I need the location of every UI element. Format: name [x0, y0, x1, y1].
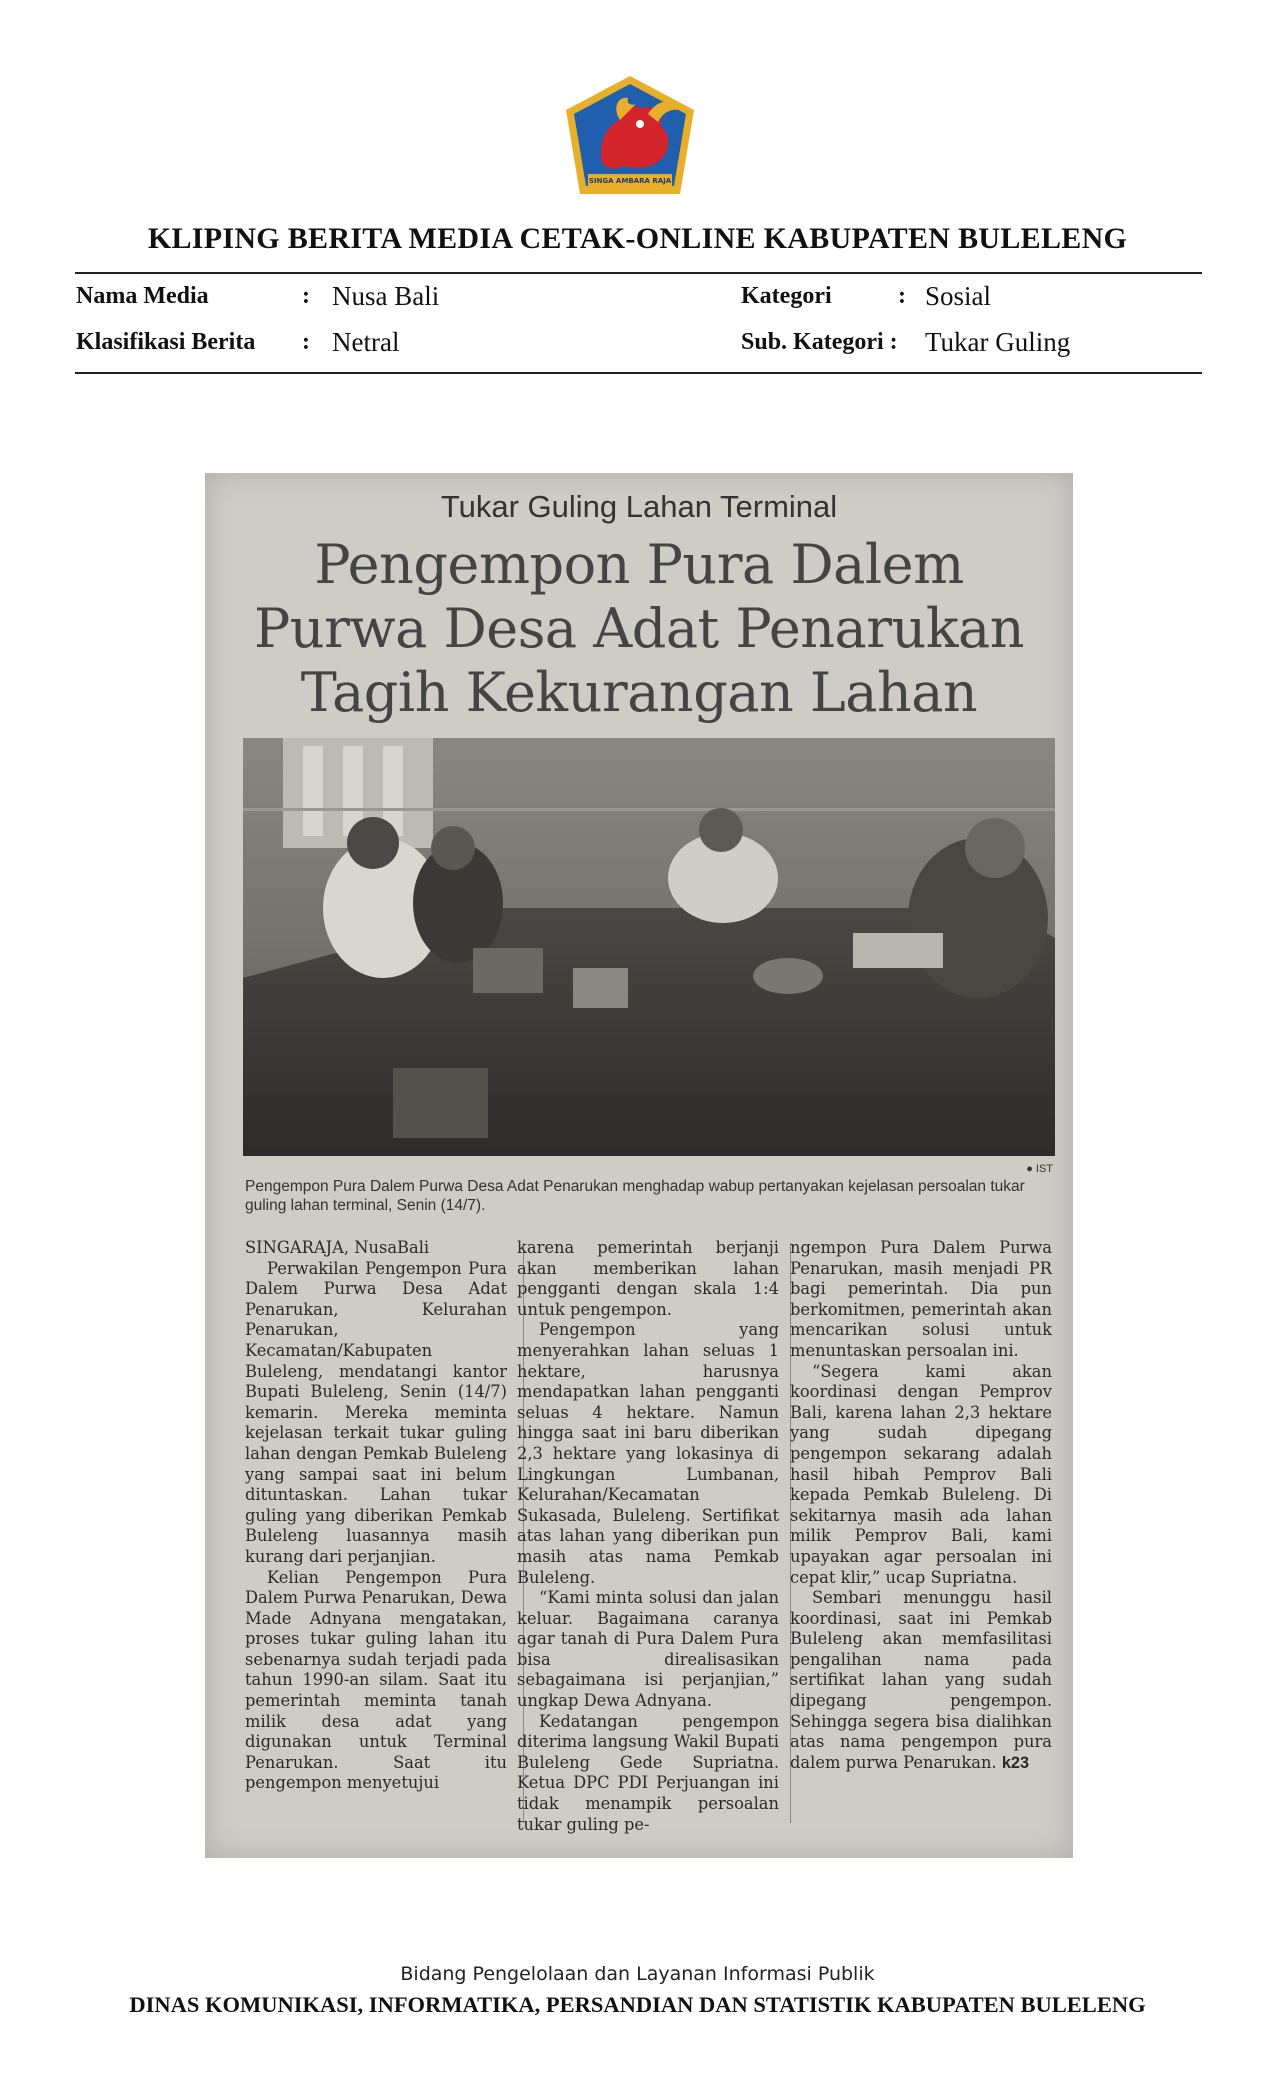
classification-colon: :: [302, 329, 310, 355]
article-paragraph: Kelian Pengempon Pura Dalem Purwa Penarukan, Dewa Made Adnyana mengatakan, proses tukar guling lahan itu sebenarnya sudah terjadi pada tahun 1990-an silam. Saat itu pemerintah meminta tanah milik desa adat yang digunakan untuk Terminal Penarukan. Saat itu pengempon menyetujui: [245, 1567, 507, 1793]
category-label: Kategori: [741, 283, 832, 309]
article-paragraph: Kedatangan pengempon diterima langsung Wakil Bupati Buleleng Gede Supriatna. Ketua DPC PDI Perjuangan ini tidak menampik persoalan tukar guling pe-: [517, 1711, 779, 1834]
subcategory-label: Sub. Kategori :: [741, 329, 898, 355]
article-paragraph: Perwakilan Pengempon Pura Dalem Purwa Desa Adat Penarukan, Kelurahan Penarukan, Kecamatan/Kabupaten Buleleng, mendatangi kantor Bupati Buleleng, Senin (14/7) kemarin. Mereka meminta kejelasan terkait tukar guling lahan dengan Pemkab Buleleng yang sampai saat ini belum dituntaskan. Lahan tukar guling yang diberikan Pemkab Buleleng luasannya masih kurang dari perjanjian.: [245, 1258, 507, 1566]
footer-agency: DINAS KOMUNIKASI, INFORMATIKA, PERSANDIAN DAN STATISTIK KABUPATEN BULELENG: [129, 1992, 1146, 2017]
header-rule-bottom: [75, 372, 1202, 374]
header-rule-top: [75, 272, 1202, 274]
article-paragraph: “Kami minta solusi dan jalan keluar. Bagaimana caranya agar tanah di Pura Dalem Pura bisa direalisasikan sebagaimana isi perjanjian,” ungkap Dewa Adnyana.: [517, 1588, 779, 1711]
category-colon: :: [898, 283, 906, 309]
signoff: k23: [1001, 1753, 1030, 1772]
media-value: Nusa Bali: [332, 281, 440, 311]
article-paragraph: “Segera kami akan koordinasi dengan Pemprov Bali, karena lahan 2,3 hektare yang sudah dipegang pengempon sekarang adalah hasil hibah Pemprov Bali kepada Pemkab Buleleng. Di sekitarnya masih ada lahan milik Pemprov Bali, kami upayakan agar persoalan ini cepat klir,” ucap Supriatna.: [790, 1361, 1052, 1587]
article-photo: [243, 738, 1055, 1156]
footer-department: Bidang Pengelolaan dan Layanan Informasi Publik: [400, 1963, 875, 1985]
category-value: Sosial: [925, 281, 992, 311]
classification-value: Netral: [332, 327, 400, 357]
closing-text: Sembari menunggu hasil koordinasi, saat ini Pemkab Buleleng akan memfasilitasi pengalihan nama pada sertifikat lahan yang sudah dipegang pengempon. Sehingga segera bisa dialihkan atas nama pengempon pura dalem purwa Penarukan.: [790, 1588, 1052, 1772]
logo-text: SINGA AMBARA RAJA: [588, 177, 672, 185]
subcategory-value: Tukar Guling: [925, 327, 1071, 357]
singa-ambara-raja-logo: [562, 74, 698, 200]
photo-caption: Pengempon Pura Dalem Purwa Desa Adat Penarukan menghadap wabup pertanyakan kejelasan persoalan tukar guling lahan terminal, Senin (14/7).: [245, 1178, 1025, 1214]
photo-credit: ● IST: [1026, 1163, 1053, 1175]
article-column-3: [790, 1238, 1052, 1773]
article-kicker: Tukar Guling Lahan Terminal: [440, 489, 838, 524]
page-title: KLIPING BERITA MEDIA CETAK-ONLINE KABUPATEN BULELENG: [147, 222, 1128, 255]
article-headline: Pengempon Pura Dalem Purwa Desa Adat Penarukan Tagih Kekurangan Lahan: [253, 533, 1025, 724]
media-colon: :: [302, 283, 310, 309]
classification-label: Klasifikasi Berita: [76, 329, 256, 355]
article-paragraph: [790, 1588, 1052, 1773]
article-column-2: [517, 1238, 779, 1835]
article-column-1: [245, 1238, 507, 1794]
dateline: SINGARAJA, NusaBali: [245, 1238, 430, 1257]
newspaper-clipping: [205, 473, 1073, 1858]
media-label: Nama Media: [76, 283, 209, 309]
article-paragraph: ngempon Pura Dalem Purwa Penarukan, masih menjadi PR bagi pemerintah. Dia pun berkomitmen, pemerintah akan mencarikan solusi untuk menuntaskan persoalan ini.: [790, 1238, 1052, 1360]
article-paragraph: karena pemerintah berjanji akan memberikan lahan pengganti dengan skala 1:4 untuk pengempon.: [517, 1238, 779, 1319]
article-paragraph: Pengempon yang menyerahkan lahan seluas 1 hektare, harusnya mendapatkan lahan pengganti seluas 4 hektare. Namun hingga saat ini baru diberikan 2,3 hektare yang lokasinya di Lingkungan Lumbanan, Kelurahan/Kecamatan Sukasada, Buleleng. Sertifikat atas lahan yang diberikan pun masih atas nama Pemkab Buleleng.: [517, 1320, 779, 1587]
